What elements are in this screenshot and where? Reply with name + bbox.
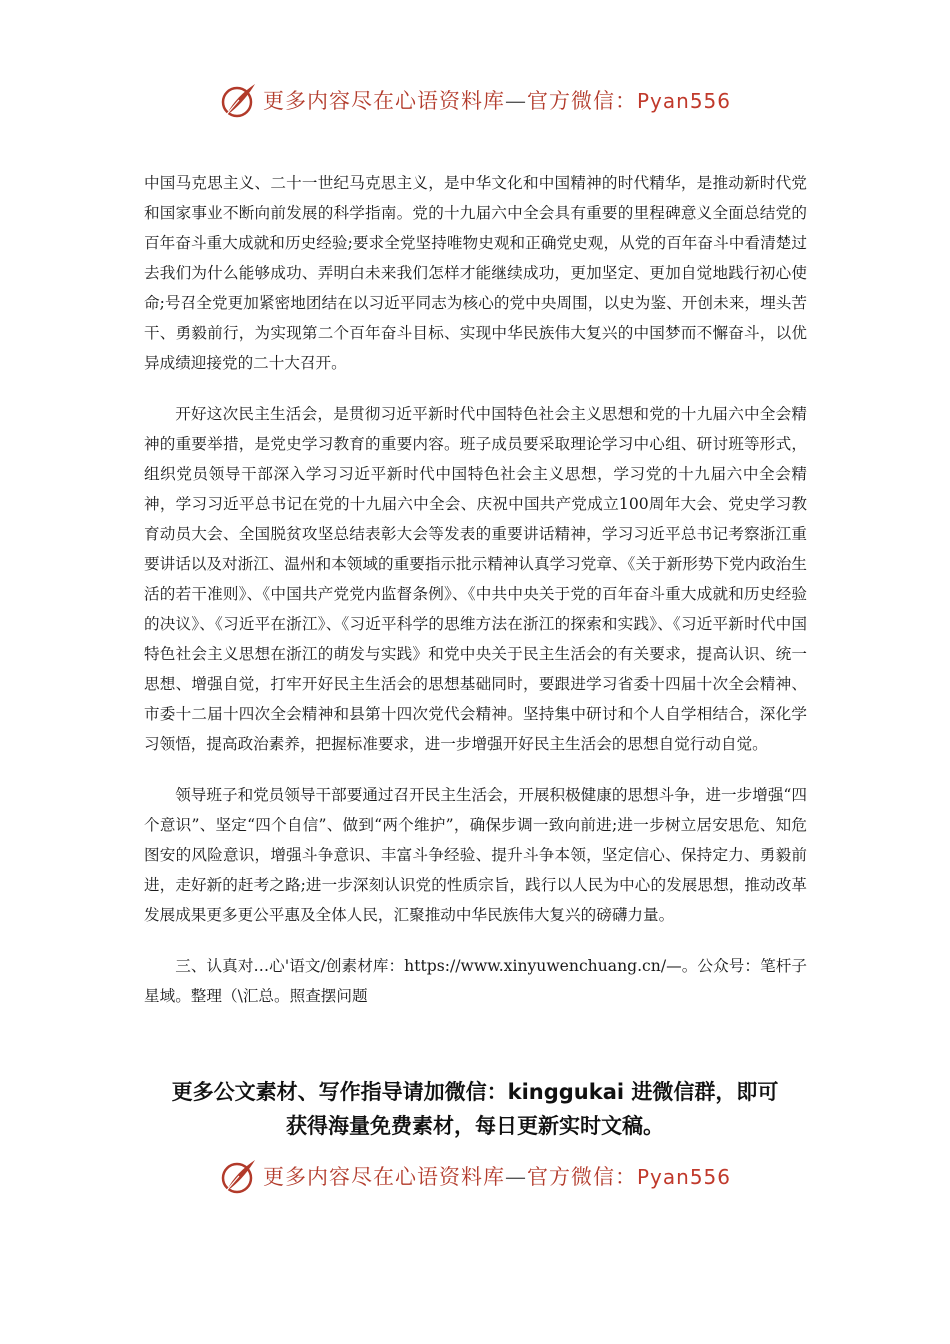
banner-separator: — (504, 89, 527, 113)
footer-banner (0, 1151, 950, 1201)
quill-logo-icon (219, 80, 259, 120)
paragraph-1: 中国马克思主义、二十一世纪马克思主义，是中华文化和中国精神的时代精华，是推动新时代党和国家事业不断向前发展的科学指南。党的十九届六中全会具有重要的里程碑意义全面总结党的百年奋斗重大成就和历史经验;要求全党坚持唯物史观和正确党史观，从党的百年奋斗中看清楚过去我们为什么能够成功、弄明白未来我们怎样才能继续成功，更加坚定、更加自觉地践行初心使命;号召全党更加紧密地团结在以习近平同志为核心的党中央周围，以史为鉴、开创未来，埋头苦干、勇毅前行，为实现第二个百年奋斗目标、实现中华民族伟大复兴的中国梦而不懈奋斗，以优异成绩迎接党的二十大召开。 (144, 174, 807, 372)
paragraph-3: 领导班子和党员领导干部要通过召开民主生活会，开展积极健康的思想斗争，进一步增强“四个意识”、坚定“四个自信”、做到“两个维护”，确保步调一致向前进;进一步树立居安思危、知危图安的风险意识，增强斗争意识、丰富斗争经验、提升斗争本领，坚定信心、保持定力、勇毅前进，走好新的赶考之路;进一步深刻认识党的性质宗旨，践行以人民为中心的发展思想，推动改革发展成果更多更公平惠及全体人民，汇聚推动中华民族伟大复兴的磅礴力量。 (144, 786, 807, 924)
promo-line-2: 获得海量免费素材，每日更新实时文稿。 (286, 1114, 664, 1138)
brand-text: 更多内容尽在心语资料库 (262, 89, 505, 113)
wechat-id: Pyan556 (636, 1165, 731, 1189)
promo-notice (120, 1075, 830, 1143)
quill-logo-icon (219, 1156, 259, 1196)
header-banner (0, 75, 950, 125)
document-body (144, 168, 807, 1032)
brand-text: 更多内容尽在心语资料库 (262, 1165, 505, 1189)
paragraph-2: 开好这次民主生活会，是贯彻习近平新时代中国特色社会主义思想和党的十九届六中全会精神的重要举措，是党史学习教育的重要内容。班子成员要采取理论学习中心组、研讨班等形式，组织党员领导干部深入学习习近平新时代中国特色社会主义思想，学习党的十九届六中全会精神，学习习近平总书记在党的十九届六中全会、庆祝中国共产党成立100周年大会、党史学习教育动员大会、全国脱贫攻坚总结表彰大会等发表的重要讲话精神，学习习近平总书记考察浙江重要讲话以及对浙江、温州和本领域的重要指示批示精神认真学习党章、《关于新形势下党内政治生活的若干准则》、《中国共产党党内监督条例》、《中共中央关于党的百年奋斗重大成就和历史经验的决议》、《习近平在浙江》、《习近平科学的思维方法在浙江的探索和实践》、《习近平新时代中国特色社会主义思想在浙江的萌发与实践》和党中央关于民主生活会的有关要求，提高认识、统一思想、增强自觉，打牢开好民主生活会的思想基础同时，要跟进学习省委十四届十次全会精神、市委十二届十四次全会精神和县第十四次党代会精神。坚持集中研讨和个人自学相结合，深化学习领悟，提高政治素养，把握标准要求，进一步增强开好民主生活会的思想自觉行动自觉。 (144, 405, 807, 753)
banner-separator: — (504, 1165, 527, 1189)
promo-line-1: 更多公文素材、写作指导请加微信：kinggukai 进微信群，即可 (171, 1080, 779, 1104)
banner-text (263, 1161, 731, 1191)
banner-text (263, 85, 731, 115)
paragraph-4: 三、认真对…心'语文/创素材库：https://www.xinyuwenchuang.cn/—。公众号：笔杆子星域。整理（\汇总。照查摆问题 (144, 957, 807, 1005)
wechat-label: 官方微信： (526, 89, 637, 113)
wechat-id: Pyan556 (636, 89, 731, 113)
wechat-label: 官方微信： (526, 1165, 637, 1189)
